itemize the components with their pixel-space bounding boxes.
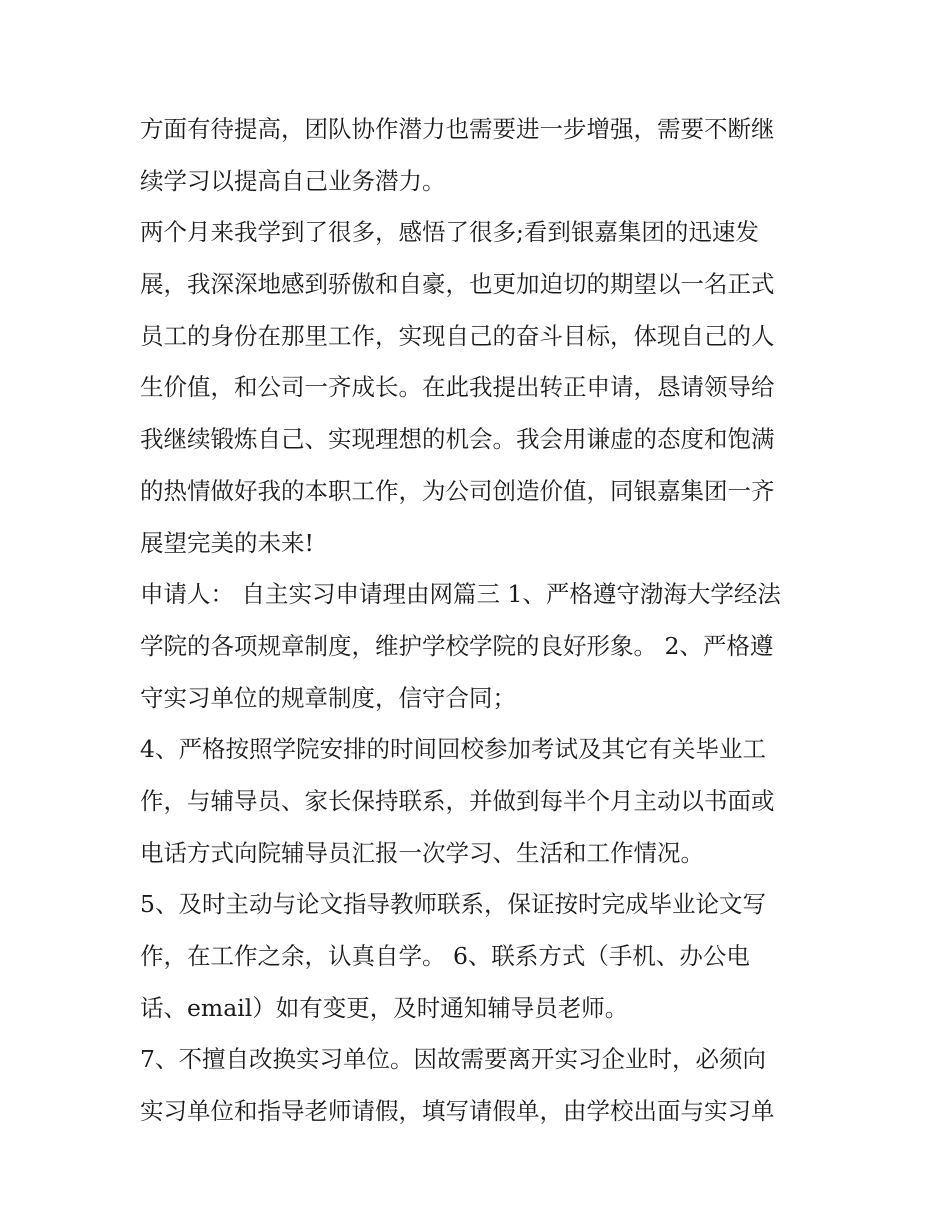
text-line: 7、不擅自改换实习单位。因故需要离开实习企业时，必须向 [140,1045,766,1074]
text-line: 申请人： 自主实习申请理由网篇三 1、严格遵守渤海大学经法 [140,580,781,609]
text-line: 守实习单位的规章制度，信守合同； [140,683,516,712]
document-body [140,104,820,1138]
text-line: 实习单位和指导老师请假，填写请假单，由学校出面与实习单 [140,1097,775,1126]
text-line: 方面有待提高，团队协作潜力也需要进一步增强，需要不断继 [140,115,775,143]
text-line: 5、及时主动与论文指导教师联系，保证按时完成毕业论文写 [140,890,766,919]
text-line: 员工的身份在那里工作，实现自己的奋斗目标，体现自己的人 [140,321,775,350]
text-line: 作，在工作之余，认真自学。 6、联系方式（手机、办公电 [140,942,750,970]
text-line: 4、严格按照学院安排的时间回校参加考试及其它有关毕业工 [140,735,766,764]
text-line: 两个月来我学到了很多，感悟了很多;看到银嘉集团的迅速发 [140,218,759,247]
text-line: 电话方式向院辅导员汇报一次学习、生活和工作情况。 [140,838,704,867]
text-line: 生价值，和公司一齐成长。在此我提出转正申请，恳请领导给 [140,373,775,402]
text-line: 展望完美的未来! [140,528,314,557]
text-line: 作，与辅导员、家长保持联系，并做到每半个月主动以书面或 [140,786,775,815]
text-line: 学院的各项规章制度，维护学校学院的良好形象。 2、严格遵 [140,631,774,660]
text-line: 话、email）如有变更，及时通知辅导员老师。 [140,993,629,1022]
text-line: 的热情做好我的本职工作，为公司创造价值，同银嘉集团一齐 [140,476,775,505]
text-line: 续学习以提高自己业务潜力。 [140,166,446,195]
text-line: 展，我深深地感到骄傲和自豪，也更加迫切的期望以一名正式 [140,270,775,299]
text-line: 我继续锻炼自己、实现理想的机会。我会用谦虚的态度和饱满 [140,425,775,454]
